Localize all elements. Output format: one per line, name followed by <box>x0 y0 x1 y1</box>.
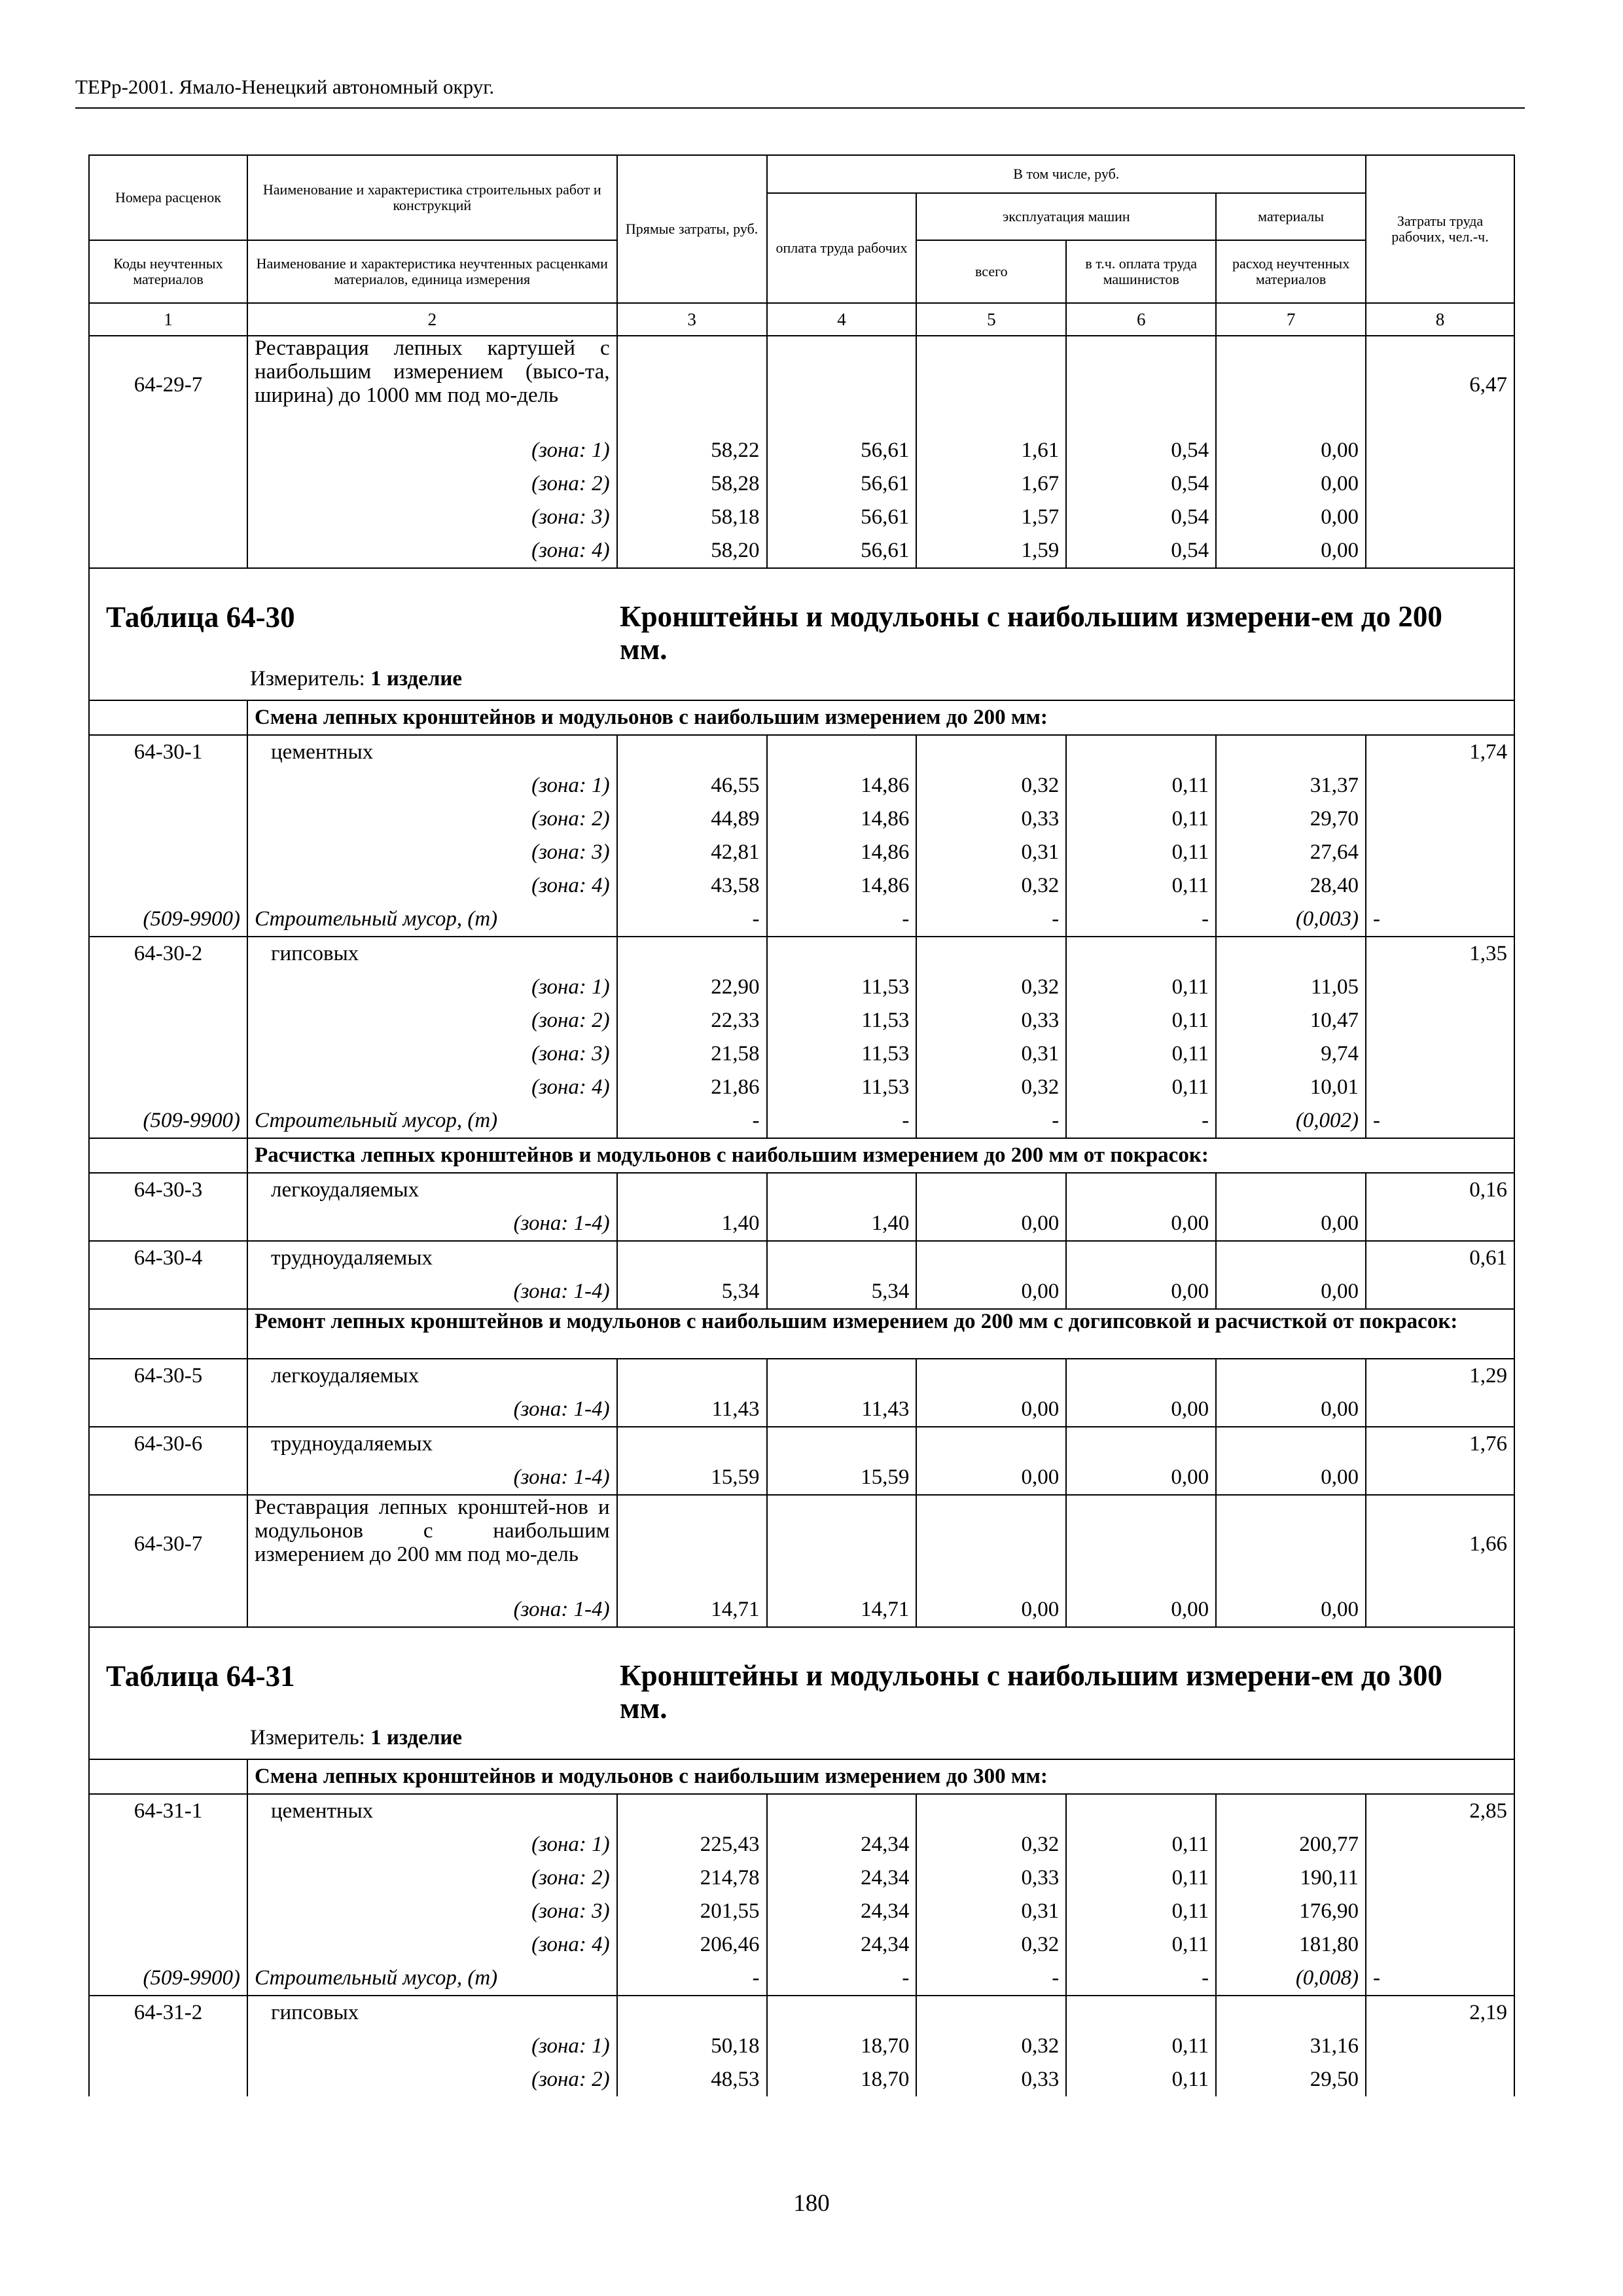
zone-row <box>89 836 1514 869</box>
material-name: Строительный мусор, (т) <box>247 903 617 937</box>
zone-label: (зона: 3) <box>247 1037 617 1071</box>
zone-label: (зона: 2) <box>247 467 617 501</box>
section-title: Расчистка лепных кронштейнов и модульонов с наибольшим измерением до 200 мм от покрасок: <box>247 1138 1514 1173</box>
worker-pay: 56,61 <box>767 534 917 568</box>
machines-total: - <box>916 1962 1066 1996</box>
zone-label: (зона: 1-4) <box>247 1393 617 1427</box>
direct-cost: 58,18 <box>617 501 767 534</box>
machines-total: 1,67 <box>916 467 1066 501</box>
direct-cost: 46,55 <box>617 769 767 802</box>
worker-pay: 56,61 <box>767 467 917 501</box>
labor-cost: 0,61 <box>1366 1241 1514 1275</box>
labor-cost: 1,35 <box>1366 937 1514 971</box>
rate-description: легкоудаляемых <box>247 1359 617 1393</box>
rate-row <box>89 336 1514 434</box>
machines-total: 0,00 <box>916 1393 1066 1427</box>
machines-total: 0,33 <box>916 802 1066 836</box>
machines-total: 0,31 <box>916 1037 1066 1071</box>
rate-row <box>89 937 1514 971</box>
worker-pay: 14,86 <box>767 769 917 802</box>
machinist-pay: 0,11 <box>1066 2030 1216 2063</box>
col-number: 7 <box>1216 303 1366 336</box>
worker-pay: 11,53 <box>767 1037 917 1071</box>
machines-total: 0,32 <box>916 769 1066 802</box>
col-header-work-name: Наименование и характеристика строительных работ и конструкций <box>247 155 617 240</box>
worker-pay: 11,53 <box>767 1004 917 1037</box>
worker-pay: 14,86 <box>767 869 917 903</box>
col-header-worker-pay: оплата труда рабочих <box>767 193 917 303</box>
material-use: (0,008) <box>1216 1962 1366 1996</box>
labor-cost: 1,76 <box>1366 1427 1514 1461</box>
direct-cost: 44,89 <box>617 802 767 836</box>
machines-total: 0,00 <box>916 1593 1066 1627</box>
document-title: ТЕРр-2001. Ямало-Ненецкий автономный округ. <box>75 75 495 98</box>
machinist-pay: 0,11 <box>1066 1037 1216 1071</box>
machinist-pay: 0,11 <box>1066 836 1216 869</box>
rate-row <box>89 1996 1514 2030</box>
section-title: Ремонт лепных кронштейнов и модульонов с наибольшим измерением до 200 мм с догипсовкой и расчисткой от покрасок: <box>247 1309 1514 1359</box>
zone-label: (зона: 1) <box>247 2030 617 2063</box>
zone-row <box>89 434 1514 467</box>
machines-total: 0,00 <box>916 1207 1066 1241</box>
labor-cost: 1,66 <box>1366 1495 1514 1593</box>
zone-label: (зона: 1) <box>247 971 617 1004</box>
worker-pay: 1,40 <box>767 1207 917 1241</box>
col-header-material-codes: Коды неучтенных материалов <box>89 240 247 303</box>
rate-row <box>89 1241 1514 1275</box>
materials: 11,05 <box>1216 971 1366 1004</box>
table-heading-row <box>89 568 1514 700</box>
rate-row <box>89 1495 1514 1593</box>
direct-cost: - <box>617 903 767 937</box>
rate-code: 64-30-2 <box>89 937 247 971</box>
direct-cost: 22,33 <box>617 1004 767 1037</box>
rate-code: 64-30-1 <box>89 735 247 769</box>
zone-row <box>89 2063 1514 2096</box>
rate-description: легкоудаляемых <box>247 1173 617 1207</box>
zone-row <box>89 1393 1514 1427</box>
direct-cost: 15,59 <box>617 1461 767 1495</box>
col-header-material-use: расход неучтенных материалов <box>1216 240 1366 303</box>
machinist-pay: 0,00 <box>1066 1275 1216 1309</box>
labor-cost: 1,74 <box>1366 735 1514 769</box>
direct-cost: 206,46 <box>617 1928 767 1962</box>
zone-label: (зона: 4) <box>247 1071 617 1104</box>
machinist-pay: 0,11 <box>1066 1071 1216 1104</box>
machinist-pay: 0,11 <box>1066 769 1216 802</box>
machinist-pay: 0,54 <box>1066 434 1216 467</box>
machines-total: 0,32 <box>916 1071 1066 1104</box>
zone-row <box>89 1861 1514 1895</box>
zone-row <box>89 1828 1514 1861</box>
machinist-pay: 0,00 <box>1066 1207 1216 1241</box>
machinist-pay: 0,11 <box>1066 971 1216 1004</box>
zone-label: (зона: 4) <box>247 869 617 903</box>
measure-unit: Измеритель: 1 изделие <box>250 1726 463 1749</box>
col-header-machines-total: всего <box>916 240 1066 303</box>
worker-pay: - <box>767 1104 917 1138</box>
machinist-pay: - <box>1066 1104 1216 1138</box>
machinist-pay: 0,11 <box>1066 2063 1216 2096</box>
materials: 0,00 <box>1216 1461 1366 1495</box>
zone-row <box>89 1037 1514 1071</box>
worker-pay: - <box>767 903 917 937</box>
materials: 10,01 <box>1216 1071 1366 1104</box>
col-header-material-names: Наименование и характеристика неучтенных расценками материалов, единица измерения <box>247 240 617 303</box>
col-header-materials: материалы <box>1216 193 1366 240</box>
machines-total: 0,00 <box>916 1461 1066 1495</box>
material-use: (0,002) <box>1216 1104 1366 1138</box>
materials: 29,50 <box>1216 2063 1366 2096</box>
direct-cost: 58,20 <box>617 534 767 568</box>
section-row <box>89 1138 1514 1173</box>
direct-cost: - <box>617 1104 767 1138</box>
worker-pay: 24,34 <box>767 1928 917 1962</box>
rate-row <box>89 735 1514 769</box>
direct-cost: 42,81 <box>617 836 767 869</box>
direct-cost: 43,58 <box>617 869 767 903</box>
zone-label: (зона: 2) <box>247 1004 617 1037</box>
direct-cost: 14,71 <box>617 1593 767 1627</box>
worker-pay: 14,86 <box>767 802 917 836</box>
materials: 28,40 <box>1216 869 1366 903</box>
worker-pay: 18,70 <box>767 2030 917 2063</box>
material-code: (509-9900) <box>89 1962 247 1996</box>
labor-cost: - <box>1366 1104 1514 1138</box>
materials: 0,00 <box>1216 1207 1366 1241</box>
col-number: 8 <box>1366 303 1514 336</box>
col-number: 3 <box>617 303 767 336</box>
machinist-pay: 0,00 <box>1066 1393 1216 1427</box>
table-heading-row <box>89 1627 1514 1759</box>
zone-label: (зона: 1-4) <box>247 1461 617 1495</box>
worker-pay: 24,34 <box>767 1861 917 1895</box>
direct-cost: 48,53 <box>617 2063 767 2096</box>
materials: 31,16 <box>1216 2030 1366 2063</box>
materials: 10,47 <box>1216 1004 1366 1037</box>
zone-row <box>89 1207 1514 1241</box>
materials: 181,80 <box>1216 1928 1366 1962</box>
machinist-pay: - <box>1066 903 1216 937</box>
zone-row <box>89 1928 1514 1962</box>
col-number: 1 <box>89 303 247 336</box>
materials: 0,00 <box>1216 467 1366 501</box>
zone-row <box>89 769 1514 802</box>
machinist-pay: 0,11 <box>1066 1895 1216 1928</box>
machinist-pay: 0,11 <box>1066 1861 1216 1895</box>
machines-total: 0,31 <box>916 836 1066 869</box>
labor-cost: - <box>1366 1962 1514 1996</box>
section-row <box>89 700 1514 735</box>
col-header-including: В том числе, руб. <box>767 155 1366 193</box>
materials: 0,00 <box>1216 1593 1366 1627</box>
rate-description: цементных <box>247 1794 617 1828</box>
direct-cost: 11,43 <box>617 1393 767 1427</box>
zone-label: (зона: 3) <box>247 836 617 869</box>
labor-cost: 2,85 <box>1366 1794 1514 1828</box>
zone-row <box>89 802 1514 836</box>
zone-row <box>89 1895 1514 1928</box>
rate-description: гипсовых <box>247 1996 617 2030</box>
table-title: Кронштейны и модульоны с наибольшим измерени-ем до 200 мм. <box>620 600 1442 666</box>
materials: 0,00 <box>1216 434 1366 467</box>
materials: 190,11 <box>1216 1861 1366 1895</box>
machines-total: - <box>916 1104 1066 1138</box>
worker-pay: 11,43 <box>767 1393 917 1427</box>
direct-cost: 21,86 <box>617 1071 767 1104</box>
machines-total: 0,32 <box>916 2030 1066 2063</box>
machinist-pay: - <box>1066 1962 1216 1996</box>
rate-description: цементных <box>247 735 617 769</box>
table-number: Таблица 64-30 <box>106 601 295 634</box>
machines-total: - <box>916 903 1066 937</box>
worker-pay: 24,34 <box>767 1895 917 1928</box>
direct-cost: 1,40 <box>617 1207 767 1241</box>
labor-cost: - <box>1366 903 1514 937</box>
zone-row <box>89 534 1514 568</box>
col-number: 4 <box>767 303 917 336</box>
zone-label: (зона: 1) <box>247 1828 617 1861</box>
machines-total: 0,33 <box>916 2063 1066 2096</box>
worker-pay: 56,61 <box>767 501 917 534</box>
rate-row <box>89 1427 1514 1461</box>
machinist-pay: 0,00 <box>1066 1593 1216 1627</box>
machines-total: 0,32 <box>916 971 1066 1004</box>
zone-row <box>89 971 1514 1004</box>
table-title: Кронштейны и модульоны с наибольшим измерени-ем до 300 мм. <box>620 1659 1442 1725</box>
machinist-pay: 0,11 <box>1066 869 1216 903</box>
table-number: Таблица 64-31 <box>106 1660 295 1693</box>
rate-description: трудноудаляемых <box>247 1241 617 1275</box>
col-header-machines: эксплуатация машин <box>916 193 1216 240</box>
col-header-machinist-pay: в т.ч. оплата труда машинистов <box>1066 240 1216 303</box>
rate-row <box>89 1173 1514 1207</box>
machinist-pay: 0,11 <box>1066 1828 1216 1861</box>
zone-row <box>89 1004 1514 1037</box>
section-title: Смена лепных кронштейнов и модульонов с наибольшим измерением до 200 мм: <box>247 700 1514 735</box>
machinist-pay: 0,00 <box>1066 1461 1216 1495</box>
worker-pay: - <box>767 1962 917 1996</box>
zone-label: (зона: 1) <box>247 769 617 802</box>
worker-pay: 24,34 <box>767 1828 917 1861</box>
zone-row <box>89 467 1514 501</box>
material-name: Строительный мусор, (т) <box>247 1104 617 1138</box>
section-row <box>89 1309 1514 1359</box>
rate-code: 64-30-7 <box>89 1495 247 1593</box>
zone-row <box>89 1461 1514 1495</box>
zone-label: (зона: 1) <box>247 434 617 467</box>
worker-pay: 56,61 <box>767 434 917 467</box>
direct-cost: - <box>617 1962 767 1996</box>
direct-cost: 50,18 <box>617 2030 767 2063</box>
machines-total: 0,33 <box>916 1861 1066 1895</box>
worker-pay: 18,70 <box>767 2063 917 2096</box>
rate-row <box>89 1359 1514 1393</box>
worker-pay: 11,53 <box>767 1071 917 1104</box>
document-header <box>75 77 1525 109</box>
material-code: (509-9900) <box>89 1104 247 1138</box>
rate-description: гипсовых <box>247 937 617 971</box>
zone-label: (зона: 2) <box>247 2063 617 2096</box>
col-number: 6 <box>1066 303 1216 336</box>
zone-label: (зона: 3) <box>247 501 617 534</box>
rate-code: 64-30-4 <box>89 1241 247 1275</box>
rate-code: 64-30-5 <box>89 1359 247 1393</box>
materials: 176,90 <box>1216 1895 1366 1928</box>
rate-description: Реставрация лепных кронштей-нов и модульонов с наибольшим измерением до 200 мм под мо-дель <box>247 1495 617 1593</box>
materials: 9,74 <box>1216 1037 1366 1071</box>
zone-row <box>89 501 1514 534</box>
labor-cost: 2,19 <box>1366 1996 1514 2030</box>
machinist-pay: 0,11 <box>1066 1928 1216 1962</box>
col-header-direct-cost: Прямые затраты, руб. <box>617 155 767 303</box>
machines-total: 0,32 <box>916 1928 1066 1962</box>
zone-label: (зона: 1-4) <box>247 1275 617 1309</box>
col-number: 5 <box>916 303 1066 336</box>
rate-code: 64-30-3 <box>89 1173 247 1207</box>
zone-row <box>89 2030 1514 2063</box>
machines-total: 0,33 <box>916 1004 1066 1037</box>
direct-cost: 21,58 <box>617 1037 767 1071</box>
zone-row <box>89 1593 1514 1627</box>
rate-row <box>89 1794 1514 1828</box>
machinist-pay: 0,54 <box>1066 501 1216 534</box>
materials: 0,00 <box>1216 534 1366 568</box>
zone-label: (зона: 2) <box>247 802 617 836</box>
machines-total: 1,57 <box>916 501 1066 534</box>
machines-total: 0,32 <box>916 1828 1066 1861</box>
materials: 31,37 <box>1216 769 1366 802</box>
zone-label: (зона: 4) <box>247 534 617 568</box>
rate-description: трудноудаляемых <box>247 1427 617 1461</box>
material-row <box>89 903 1514 937</box>
direct-cost: 214,78 <box>617 1861 767 1895</box>
zone-label: (зона: 1-4) <box>247 1593 617 1627</box>
zone-label: (зона: 1-4) <box>247 1207 617 1241</box>
worker-pay: 14,86 <box>767 836 917 869</box>
labor-cost: 0,16 <box>1366 1173 1514 1207</box>
labor-cost: 1,29 <box>1366 1359 1514 1393</box>
rate-code: 64-31-2 <box>89 1996 247 2030</box>
machines-total: 0,00 <box>916 1275 1066 1309</box>
machines-total: 0,32 <box>916 869 1066 903</box>
material-use: (0,003) <box>1216 903 1366 937</box>
zone-label: (зона: 2) <box>247 1861 617 1895</box>
zone-label: (зона: 4) <box>247 1928 617 1962</box>
direct-cost: 58,28 <box>617 467 767 501</box>
machinist-pay: 0,11 <box>1066 802 1216 836</box>
rate-code: 64-29-7 <box>89 336 247 434</box>
zone-row <box>89 869 1514 903</box>
rate-code: 64-30-6 <box>89 1427 247 1461</box>
machines-total: 0,31 <box>916 1895 1066 1928</box>
material-code: (509-9900) <box>89 903 247 937</box>
direct-cost: 5,34 <box>617 1275 767 1309</box>
measure-unit: Измеритель: 1 изделие <box>250 667 463 691</box>
col-number: 2 <box>247 303 617 336</box>
machinist-pay: 0,54 <box>1066 467 1216 501</box>
worker-pay: 14,71 <box>767 1593 917 1627</box>
machinist-pay: 0,54 <box>1066 534 1216 568</box>
zone-label: (зона: 3) <box>247 1895 617 1928</box>
direct-cost: 58,22 <box>617 434 767 467</box>
machinist-pay: 0,11 <box>1066 1004 1216 1037</box>
col-header-rate-number: Номера расценок <box>89 155 247 240</box>
rates-table <box>88 154 1515 2096</box>
labor-cost: 6,47 <box>1366 336 1514 434</box>
rate-description: Реставрация лепных картушей с наибольшим измерением (высо-та, ширина) до 1000 мм под мо-дель <box>247 336 617 434</box>
material-row <box>89 1104 1514 1138</box>
page-number: 180 <box>793 2190 830 2217</box>
zone-row <box>89 1071 1514 1104</box>
worker-pay: 15,59 <box>767 1461 917 1495</box>
direct-cost: 22,90 <box>617 971 767 1004</box>
col-header-labor-cost: Затраты труда рабочих, чел.-ч. <box>1366 155 1514 303</box>
material-name: Строительный мусор, (т) <box>247 1962 617 1996</box>
materials: 0,00 <box>1216 1393 1366 1427</box>
machines-total: 1,59 <box>916 534 1066 568</box>
direct-cost: 201,55 <box>617 1895 767 1928</box>
materials: 29,70 <box>1216 802 1366 836</box>
worker-pay: 5,34 <box>767 1275 917 1309</box>
zone-row <box>89 1275 1514 1309</box>
materials: 0,00 <box>1216 501 1366 534</box>
material-row <box>89 1962 1514 1996</box>
rate-code: 64-31-1 <box>89 1794 247 1828</box>
materials: 200,77 <box>1216 1828 1366 1861</box>
direct-cost: 225,43 <box>617 1828 767 1861</box>
materials: 27,64 <box>1216 836 1366 869</box>
section-title: Смена лепных кронштейнов и модульонов с наибольшим измерением до 300 мм: <box>247 1759 1514 1794</box>
materials: 0,00 <box>1216 1275 1366 1309</box>
worker-pay: 11,53 <box>767 971 917 1004</box>
machines-total: 1,61 <box>916 434 1066 467</box>
section-row <box>89 1759 1514 1794</box>
